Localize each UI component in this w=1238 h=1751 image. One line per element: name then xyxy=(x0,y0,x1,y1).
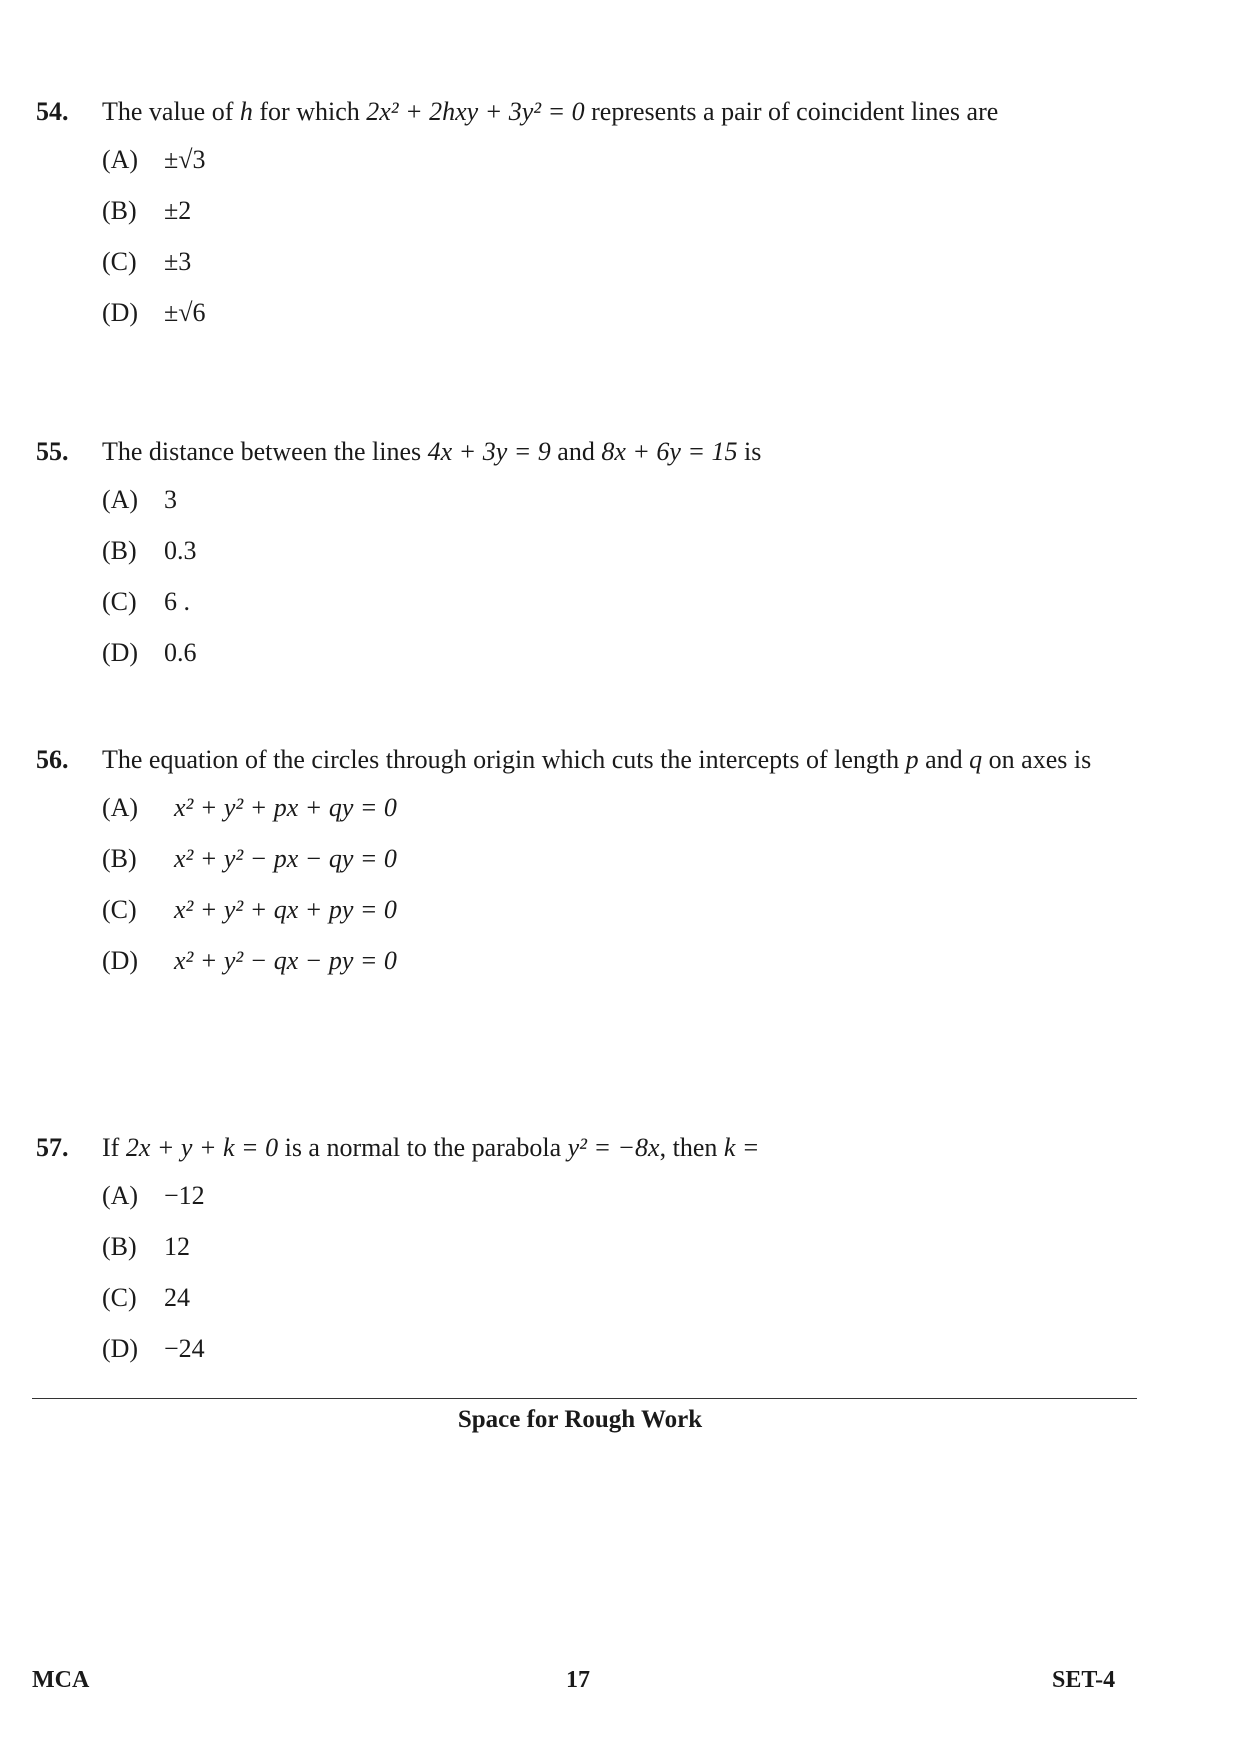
question-text: If 2x + y + k = 0 is a normal to the parabola y² = −8x, then k = xyxy=(102,1133,760,1162)
option-value: 6 . xyxy=(164,587,190,616)
option-value: ±3 xyxy=(164,247,192,276)
rough-work-heading: Space for Rough Work xyxy=(457,1406,703,1433)
equation: 2x² + 2hxy + 3y² = 0 xyxy=(366,97,585,126)
variable-p: p xyxy=(905,745,919,774)
option-b[interactable]: (B) 12 xyxy=(102,1232,190,1261)
option-value: −12 xyxy=(164,1181,205,1210)
question-number: 55. xyxy=(36,437,69,466)
option-c[interactable]: (C) 6 . xyxy=(102,587,190,616)
option-value: ±√3 xyxy=(164,145,206,174)
option-value: 24 xyxy=(164,1283,190,1312)
question-text: The distance between the lines 4x + 3y = 9 and 8x + 6y = 15 is xyxy=(102,437,762,466)
option-value: x² + y² + qx + py = 0 xyxy=(174,895,397,924)
option-a[interactable]: (A) −12 xyxy=(102,1181,205,1210)
footer-set: SET-4 xyxy=(1052,1667,1116,1693)
option-value: 0.3 xyxy=(164,536,197,565)
option-value: −24 xyxy=(164,1334,205,1363)
option-value: x² + y² − qx − py = 0 xyxy=(174,946,397,975)
option-b[interactable]: (B) 0.3 xyxy=(102,536,197,565)
equation-1: 4x + 3y = 9 xyxy=(427,437,551,466)
option-a[interactable]: (A) ±√3 xyxy=(102,145,206,174)
question-54 xyxy=(36,92,1136,348)
question-55 xyxy=(36,432,1136,688)
option-c[interactable]: (C) 24 xyxy=(102,1283,190,1312)
options-list xyxy=(102,144,1136,329)
option-a[interactable]: (A) 3 xyxy=(102,485,177,514)
options-list xyxy=(102,1180,1136,1365)
option-d[interactable]: (D) x² + y² − qx − py = 0 xyxy=(102,946,397,975)
variable-h: h xyxy=(239,97,253,126)
divider-line xyxy=(32,1398,1137,1399)
equation-2: 8x + 6y = 15 xyxy=(601,437,738,466)
question-stem xyxy=(36,1128,1136,1168)
options-list xyxy=(102,792,1136,977)
question-57 xyxy=(36,1128,1136,1384)
question-stem xyxy=(36,92,1136,132)
option-a[interactable]: (A) x² + y² + px + qy = 0 xyxy=(102,793,397,822)
question-stem xyxy=(36,740,1136,780)
option-c[interactable]: (C) ±3 xyxy=(102,247,192,276)
equation-2: y² = −8x xyxy=(567,1133,660,1162)
option-b[interactable]: (B) x² + y² − px − qy = 0 xyxy=(102,844,397,873)
option-c[interactable]: (C) x² + y² + qx + py = 0 xyxy=(102,895,397,924)
question-number: 54. xyxy=(36,97,69,126)
options-list xyxy=(102,484,1136,669)
variable-q: q xyxy=(969,745,983,774)
question-56 xyxy=(36,740,1136,996)
option-value: x² + y² + px + qy = 0 xyxy=(174,793,397,822)
question-number: 56. xyxy=(36,745,69,774)
option-value: x² + y² − px − qy = 0 xyxy=(174,844,397,873)
option-value: ±2 xyxy=(164,196,192,225)
option-b[interactable]: (B) ±2 xyxy=(102,196,192,225)
option-value: 3 xyxy=(164,485,177,514)
question-stem xyxy=(36,432,1136,472)
option-value: ±√6 xyxy=(164,298,206,327)
option-value: 12 xyxy=(164,1232,190,1261)
question-number: 57. xyxy=(36,1133,69,1162)
question-text: The value of h for which 2x² + 2hxy + 3y² = 0 represents a pair of coincident lines are xyxy=(102,97,999,126)
option-d[interactable]: (D) ±√6 xyxy=(102,298,206,327)
question-text: The equation of the circles through origin which cuts the intercepts of length p and q on axes is xyxy=(102,745,1092,774)
equation-3: k = xyxy=(723,1133,760,1162)
equation-1: 2x + y + k = 0 xyxy=(125,1133,279,1162)
footer-course: MCA xyxy=(32,1667,90,1693)
option-value: 0.6 xyxy=(164,638,197,667)
page-number: 17 xyxy=(566,1667,590,1693)
option-d[interactable]: (D) 0.6 xyxy=(102,638,197,667)
option-d[interactable]: (D) −24 xyxy=(102,1334,205,1363)
